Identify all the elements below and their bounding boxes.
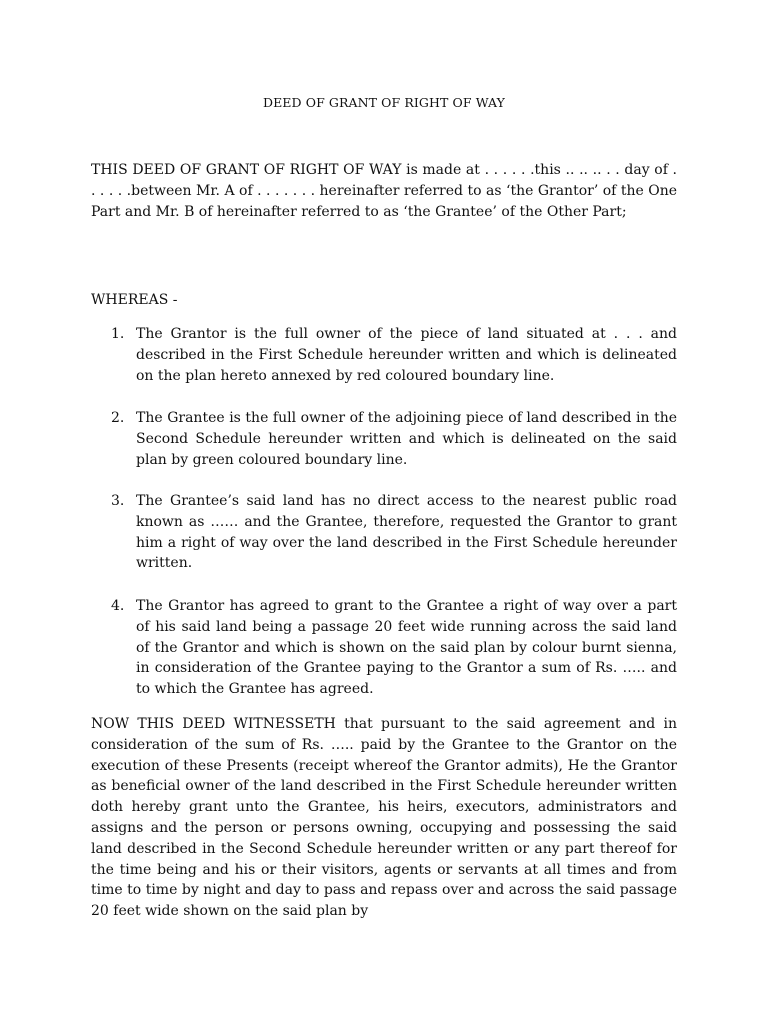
list-item-number: 1.	[111, 326, 125, 342]
list-item	[91, 408, 677, 470]
whereas-heading: WHEREAS -	[91, 292, 178, 308]
witnesseth-paragraph: NOW THIS DEED WITNESSETH that pursuant to the said agreement and in consideration of the sum of Rs. ….. paid by the Grantee to the Grantor on the execution of these Presents (receipt whereof the Grantor admits), He the Grantor as beneficial owner of the land described in the First Schedule hereunder written doth hereby grant unto the Grantee, his heirs, executors, administrators and assigns and the person or persons owning, occupying and possessing the said land described in the Second Schedule hereunder written or any part thereof for the time being and his or their visitors, agents or servants at all times and from time to time by night and day to pass and repass over and across the said passage 20 feet wide shown on the said plan by	[91, 716, 677, 920]
list-item	[91, 324, 677, 386]
intro-paragraph: THIS DEED OF GRANT OF RIGHT OF WAY is made at . . . . . .this .. .. .. . . day of . . . . . .between Mr. A of . . . . . . . hereinafter referred to as ‘the Grantor’ of the One Part and Mr. B of hereinafter referred to as ‘the Grantee’ of the Other Part;	[91, 162, 677, 220]
document-title: DEED OF GRANT OF RIGHT OF WAY	[262, 95, 506, 110]
list-item-number: 2.	[111, 410, 125, 426]
list-item-text: The Grantee’s said land has no direct access to the nearest public road known as …… and the Grantee, therefore, requested the Grantor to grant him a right of way over the land described in the First Schedule hereunder written.	[136, 493, 677, 572]
list-item-text: The Grantor has agreed to grant to the Grantee a right of way over a part of his said land being a passage 20 feet wide running across the said land of the Grantor and which is shown on the said plan by colour burnt sienna, in consideration of the Grantee paying to the Grantor a sum of Rs. ….. and to which the Grantee has agreed.	[136, 598, 677, 698]
list-item	[91, 491, 677, 574]
list-item-text: The Grantee is the full owner of the adjoining piece of land described in the Second Schedule hereunder written and which is delineated on the said plan by green coloured boundary line.	[136, 410, 677, 468]
list-item-number: 4.	[111, 598, 125, 614]
list-item	[91, 596, 677, 700]
list-item-text: The Grantor is the full owner of the piece of land situated at . . . and described in the First Schedule hereunder written and which is delineated on the plan hereto annexed by red coloured boundary line.	[136, 326, 677, 384]
list-item-number: 3.	[111, 493, 125, 509]
